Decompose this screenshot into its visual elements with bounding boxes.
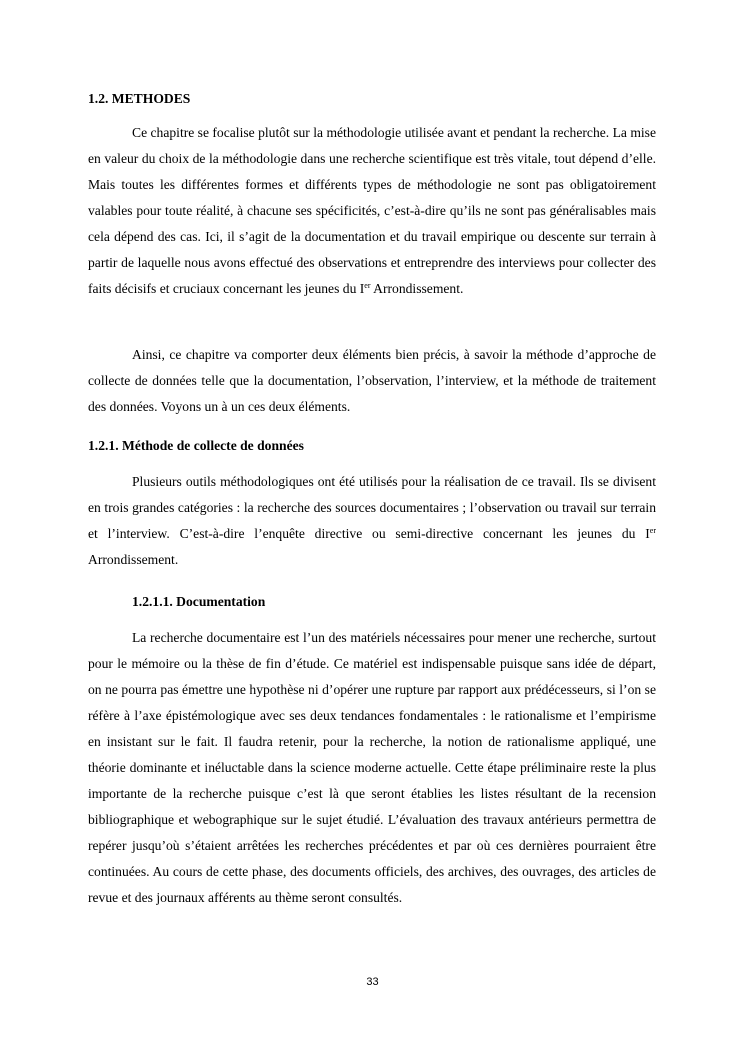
paragraph-intro-end: Arrondissement. [370,281,464,296]
section-heading: 1.2. METHODES [88,91,191,106]
ordinal-superscript: er [364,281,371,290]
paragraph-collection [88,469,656,573]
paragraph-intro-text: Ce chapitre se focalise plutôt sur la méthodologie utilisée avant et pendant la recherche. La mise en valeur du choix de la méthodologie dans une recherche scientifique est très vitale, tout dépend d’elle. Mais toutes les différentes formes et différents types de méthodologie ne sont pas obligatoirement valables pour toute réalité, à chacune ses spécificités, c’est-à-dire qu’ils ne sont pas généralisables mais cela dépend des cas. Ici, il s’agit de la documentation et du travail empirique ou descente sur terrain à partir de laquelle nous avons effectué des observations et entreprendre des interviews pour collecter des faits décisifs et cruciaux concernant les jeunes du I [88,125,656,296]
paragraph-intro [88,120,656,302]
paragraph-collection-end: Arrondissement. [88,552,179,567]
paragraph-collection-text: Plusieurs outils méthodologiques ont été utilisés pour la réalisation de ce travail. Ils se divisent en trois grandes catégories : la recherche des sources documentaires ; l’observation ou travail sur terrain et l’interview. C’est-à-dire l’enquête directive ou semi-directive concernant les jeunes du I [88,474,656,541]
paragraph-documentation: La recherche documentaire est l’un des matériels nécessaires pour mener une recherche, surtout pour le mémoire ou la thèse de fin d’étude. Ce matériel est indispensable puisque sans idée de départ, on ne pourra pas émettre une hypothèse ni d’opérer une rupture par rapport aux prédécesseurs, si l’on se réfère à l’axe épistémologique avec ses deux tendances fondamentales : le rationalisme et l’empirisme en insistant sur le fait. Il faudra retenir, pour la recherche, la notion de rationalisme appliqué, une théorie dominante et inéluctable dans la science moderne actuelle. Cette étape préliminaire reste la plus importante de la recherche puisque c’est là que seront établies les listes résultant de la recension bibliographique et webographique sur le sujet étudié. L’évaluation des travaux antérieurs permettra de repérer jusqu’où s’étaient arrêtées les recherches précédentes et par où ces dernières pourraient être continuées. Au cours de cette phase, des documents officiels, des archives, des ouvrages, des articles de revue et des journaux afférents au thème seront consultés. [88,630,656,905]
subsubsection-heading: 1.2.1.1. Documentation [132,594,266,609]
subsection-heading: 1.2.1. Méthode de collecte de données [88,438,304,453]
page-number: 33 [366,976,379,988]
ordinal-superscript: er [649,526,656,535]
paragraph-outline: Ainsi, ce chapitre va comporter deux éléments bien précis, à savoir la méthode d’approche de collecte de données telle que la documentation, l’observation, l’interview, et la méthode de traitement des données. Voyons un à un ces deux éléments. [88,347,656,414]
